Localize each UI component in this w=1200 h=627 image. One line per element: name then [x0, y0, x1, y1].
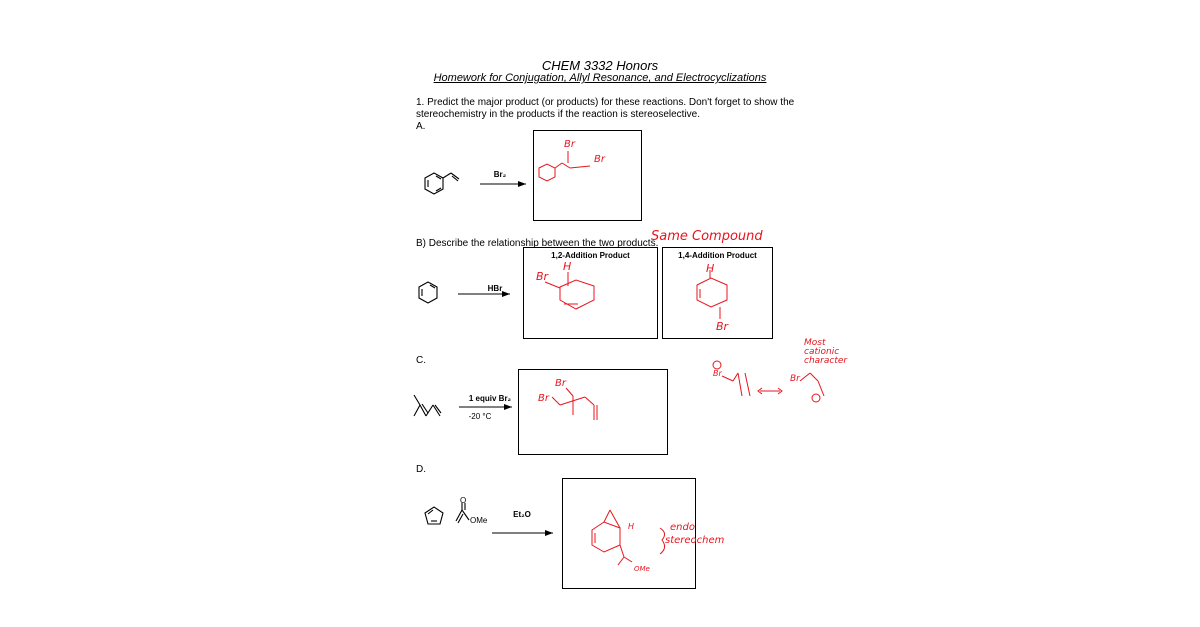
part-b-box2-br: Br — [716, 320, 729, 333]
part-d-label: D. — [416, 464, 426, 475]
part-a-reagent: Br₂ — [493, 170, 507, 179]
methyl-acrylate-structure — [456, 503, 469, 523]
part-b-box1-title: 1,2-Addition Product — [551, 251, 630, 260]
part-d-note-stereochem: stereochem — [665, 535, 725, 546]
part-c-note-line1: Most — [804, 338, 826, 348]
part-d-answer-h: H — [628, 522, 635, 531]
part-b-prompt: B) Describe the relationship between the two products. — [416, 238, 659, 249]
isoprene-structure — [414, 395, 441, 416]
page-subtitle: Homework for Conjugation, Allyl Resonance, and Electrocyclizations — [433, 72, 767, 84]
part-c-label: C. — [416, 355, 426, 366]
part-b-1-4-product-drawing — [697, 270, 727, 319]
part-c-br-top: Br — [555, 378, 566, 389]
question-prompt-line2: stereochemistry in the products if the reaction is stereoselective. — [416, 109, 701, 120]
part-c-side-drawing — [713, 361, 824, 402]
part-b-1-2-product-drawing — [545, 272, 594, 309]
part-d-answer-ome: OMe — [634, 565, 650, 573]
part-c-side-br2: Br — [790, 374, 800, 384]
part-d-reagent: Et₂O — [513, 510, 531, 519]
part-c-product-drawing — [552, 388, 597, 420]
cyclopentadiene-structure — [425, 507, 443, 524]
part-b-box2-title: 1,4-Addition Product — [678, 251, 757, 260]
part-c-reagent-top: 1 equiv Br₂ — [468, 394, 512, 403]
part-b-answer: Same Compound — [651, 229, 763, 244]
part-b-reagent: HBr — [487, 284, 503, 293]
cyclohexadiene-structure — [419, 282, 437, 303]
part-a-label: A. — [416, 121, 426, 132]
part-c-note-line3: character — [804, 356, 848, 366]
part-d-product-drawing — [592, 510, 665, 565]
part-a-br-right: Br — [594, 154, 605, 165]
part-d-ome: OMe — [470, 516, 488, 525]
part-c-note-line2: cationic — [804, 347, 840, 357]
part-b-box1-br: Br — [536, 270, 549, 283]
part-d-note-endo: endo — [670, 522, 695, 533]
part-c-side-br1: Br — [713, 369, 722, 378]
page-title: CHEM 3332 Honors — [541, 58, 659, 73]
part-b-box1-h: H — [563, 260, 572, 273]
part-a-br-top: Br — [564, 139, 575, 150]
part-a-product-drawing — [539, 151, 590, 181]
question-prompt-line1: 1. Predict the major product (or products) for these reactions. Don't forget to show the — [416, 97, 795, 108]
part-c-br-left: Br — [538, 393, 549, 404]
part-d-carbonyl-o: O — [460, 496, 467, 505]
part-c-reagent-bottom: -20 °C — [468, 412, 492, 421]
styrene-structure — [425, 173, 459, 194]
part-b-box2-h: H — [706, 262, 715, 275]
